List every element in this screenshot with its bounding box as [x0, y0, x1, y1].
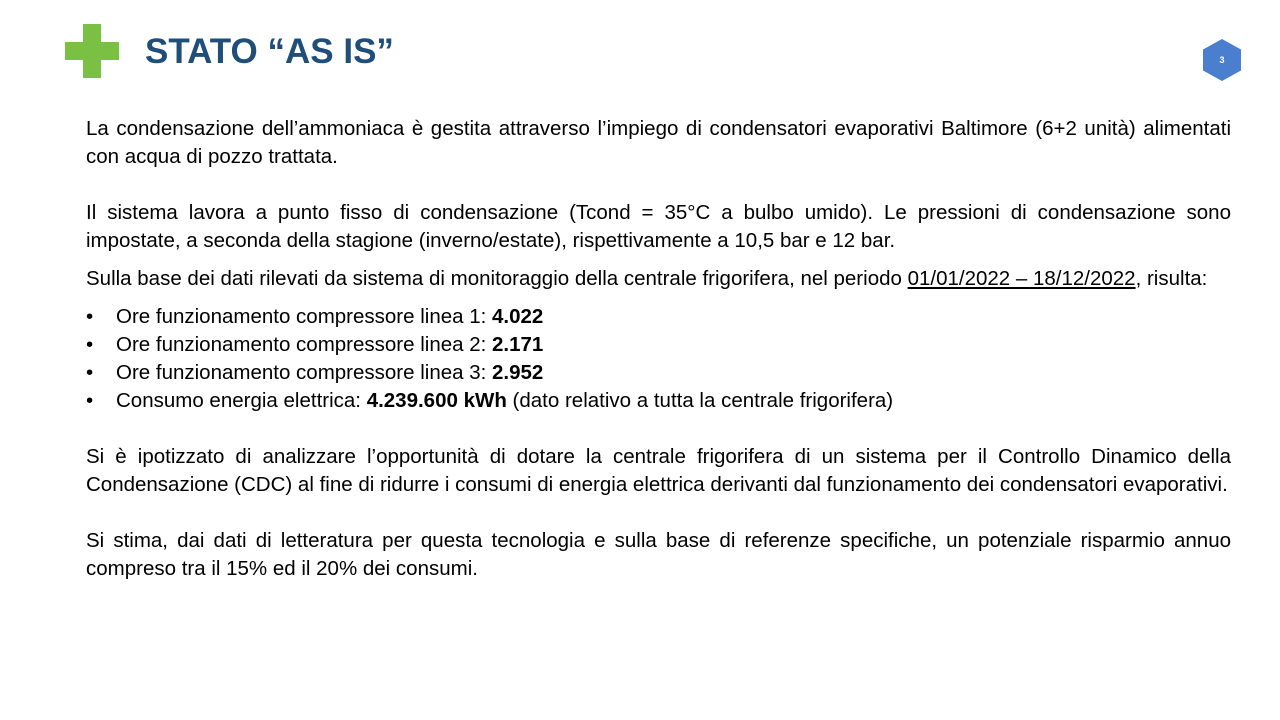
page-number-badge [1202, 39, 1242, 81]
slide-body [86, 115, 1231, 583]
page-number: 3 [1219, 55, 1225, 65]
paragraph-system: Il sistema lavora a punto fisso di condensazione (Tcond = 35°C a bulbo umido). Le pressioni di condensazione sono impostate, a seconda della stagione (inverno/estate), rispettivamente a 10,5 bar e 12 bar. [86, 201, 1231, 252]
list-item [86, 303, 1231, 331]
list-item [86, 331, 1231, 359]
bullet: • [86, 361, 94, 384]
list-item-suffix: (dato relativo a tutta la centrale frigorifera) [506, 389, 894, 412]
bullet: • [86, 333, 94, 356]
list-item-label: Consumo energia elettrica: [116, 389, 367, 412]
list-item [86, 359, 1231, 387]
list-item-label: Ore funzionamento compressore linea 3: [116, 361, 493, 384]
list-item-label: Ore funzionamento compressore linea 1: [116, 305, 493, 328]
page-title: STATO “AS IS” [145, 32, 394, 71]
plus-icon [65, 24, 119, 78]
list-item-value: 2.952 [492, 361, 544, 384]
monitoring-outro: , risulta: [1135, 267, 1208, 290]
list-item-value: 4.239.600 kWh [366, 389, 507, 412]
monitoring-intro: Sulla base dei dati rilevati da sistema di monitoraggio della centrale frigorifera, nel periodo [86, 267, 908, 290]
paragraph-savings: Si stima, dai dati di letteratura per questa tecnologia e sulla base di referenze specifiche, un potenziale risparmio annuo compreso tra il 15% ed il 20% dei consumi. [86, 529, 1231, 580]
paragraph-condensation: La condensazione dell’ammoniaca è gestita attraverso l’impiego di condensatori evaporativi Baltimore (6+2 unità) alimentati con acqua di pozzo trattata. [86, 117, 1231, 168]
monitoring-period: 01/01/2022 – 18/12/2022 [907, 267, 1136, 290]
results-list [86, 303, 1231, 415]
list-item-value: 4.022 [492, 305, 544, 328]
bullet: • [86, 305, 94, 328]
list-item [86, 387, 1231, 415]
bullet: • [86, 389, 94, 412]
list-item-label: Ore funzionamento compressore linea 2: [116, 333, 493, 356]
paragraph-monitoring [86, 265, 1231, 293]
list-item-value: 2.171 [492, 333, 544, 356]
paragraph-cdc: Si è ipotizzato di analizzare l’opportunità di dotare la centrale frigorifera di un sistema per il Controllo Dinamico della Condensazione (CDC) al fine di ridurre i consumi di energia elettrica derivanti dal funzionamento dei condensatori evaporativi. [86, 445, 1231, 496]
